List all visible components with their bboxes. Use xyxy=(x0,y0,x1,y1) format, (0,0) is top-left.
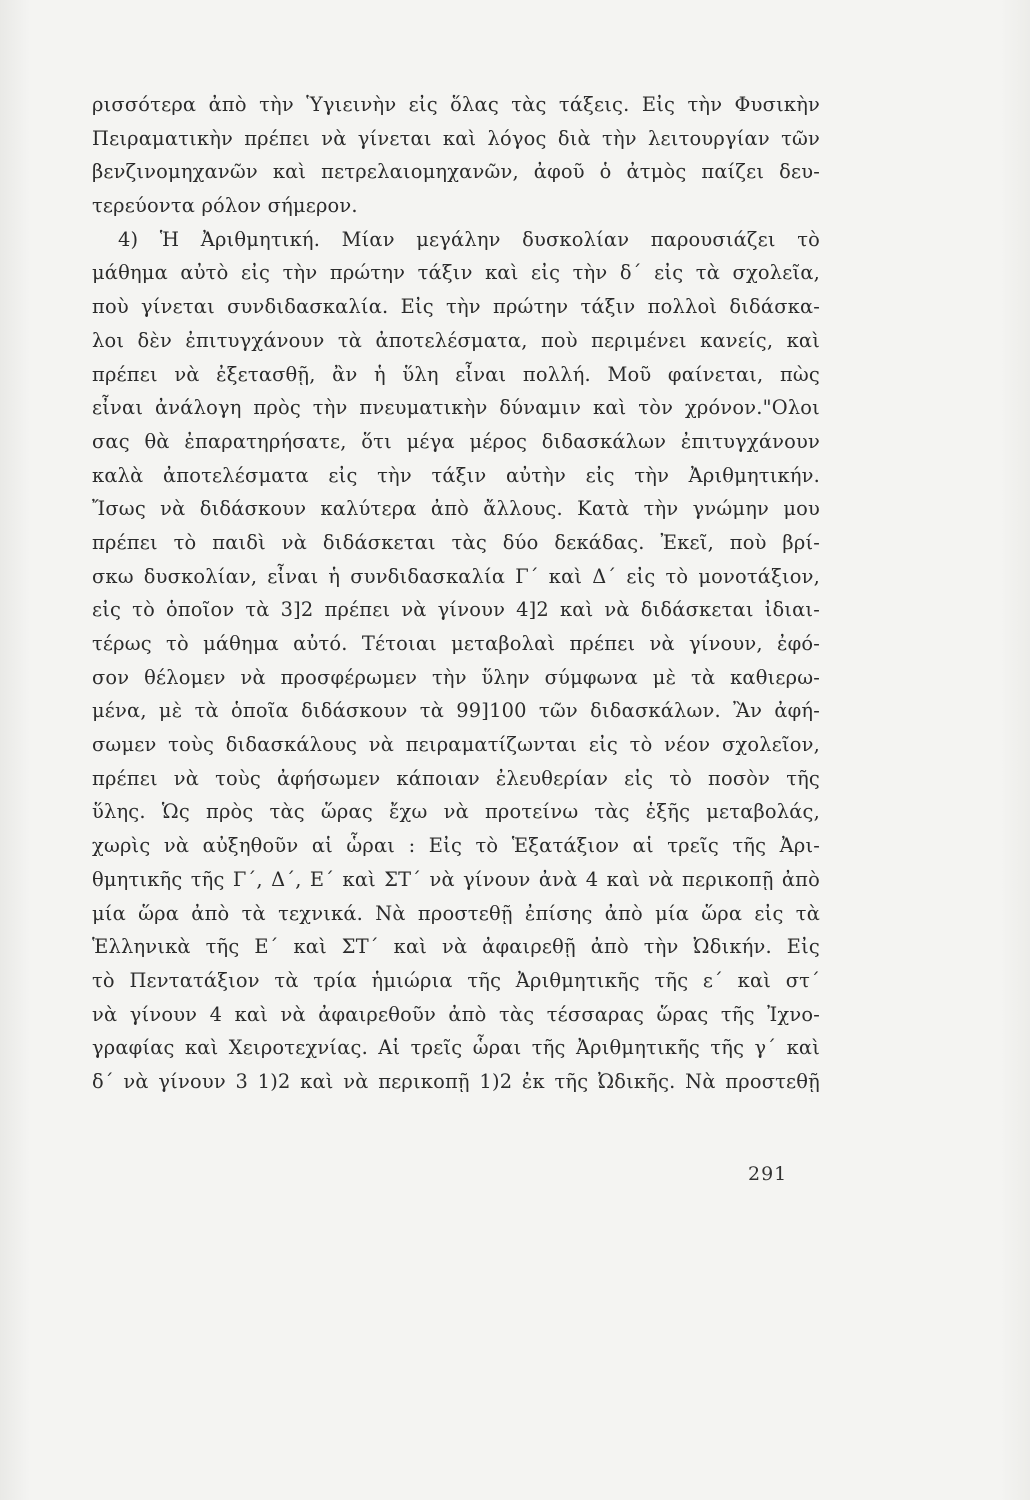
text-line: ποὺ γίνεται συνδιδασκαλία. Εἰς τὴν πρώτην τάξιν πολλοὶ διδάσκα- xyxy=(92,295,820,319)
text-line: σας θὰ ἐπαρατηρήσατε, ὅτι μέγα μέρος διδασκάλων ἐπιτυγχάνουν xyxy=(92,429,820,453)
text-line: βενζινομηχανῶν καὶ πετρελαιομηχανῶν, ἀφοῦ ὁ ἀτμὸς παίζει δευ- xyxy=(92,160,820,184)
text-line: μένα, μὲ τὰ ὁποῖα διδάσκουν τὰ 99]100 τῶν διδασκάλων. Ἂν ἀφή- xyxy=(92,699,820,723)
text-line: μία ὥρα ἀπὸ τὰ τεχνικά. Νὰ προστεθῇ ἐπίσης ἀπὸ μία ὥρα εἰς τὰ xyxy=(92,901,820,925)
text-line: σωμεν τοὺς διδασκάλους νὰ πειραματίζωνται εἰς τὸ νέον σχολεῖον, xyxy=(92,733,820,757)
text-line: νὰ γίνουν 4 καὶ νὰ ἀφαιρεθοῦν ἀπὸ τὰς τέσσαρας ὥρας τῆς Ἰχνο- xyxy=(92,1002,820,1026)
text-line: σκω δυσκολίαν, εἶναι ἡ συνδιδασκαλία Γ΄ καὶ Δ΄ εἰς τὸ μονοτάξιον, xyxy=(92,564,820,588)
text-line: τερεύοντα ρόλον σήμερον. xyxy=(92,194,358,218)
text-line: Ἑλληνικὰ τῆς Ε΄ καὶ ΣΤ΄ καὶ νὰ ἀφαιρεθῇ ἀπὸ τὴν Ὠδικήν. Εἰς xyxy=(92,935,820,959)
text-line: Ἴσως νὰ διδάσκουν καλύτερα ἀπὸ ἄλλους. Κατὰ τὴν γνώμην μου xyxy=(92,497,820,521)
text-line: 4) Ἡ Ἀριθμητική. Μίαν μεγάλην δυσκολίαν παρουσιάζει τὸ xyxy=(118,227,820,251)
text-line: γραφίας καὶ Χειροτεχνίας. Αἱ τρεῖς ὧραι τῆς Ἀριθμητικῆς τῆς γ΄ καὶ xyxy=(92,1036,820,1060)
body-text xyxy=(92,88,820,1099)
text-line: καλὰ ἀποτελέσματα εἰς τὴν τάξιν αὐτὴν εἰς τὴν Ἀριθμητικήν. xyxy=(92,463,820,487)
text-line: ὕλης. Ὡς πρὸς τὰς ὥρας ἔχω νὰ προτείνω τὰς ἑξῆς μεταβολάς, xyxy=(92,800,820,824)
text-line: σον θέλομεν νὰ προσφέρωμεν τὴν ὕλην σύμφωνα μὲ τὰ καθιερω- xyxy=(92,665,820,689)
text-line: μάθημα αὐτὸ εἰς τὴν πρώτην τάξιν καὶ εἰς τὴν δ΄ εἰς τὰ σχολεῖα, xyxy=(92,261,820,285)
text-line: χωρὶς νὰ αὐξηθοῦν αἱ ὧραι : Εἰς τὸ Ἑξατάξιον αἱ τρεῖς τῆς Ἀρι- xyxy=(92,834,820,858)
text-line: δ΄ νὰ γίνουν 3 1)2 καὶ νὰ περικοπῇ 1)2 ἐκ τῆς Ὠδικῆς. Νὰ προστεθῇ xyxy=(92,1069,820,1093)
text-line: πρέπει νὰ ἐξετασθῇ, ἂν ἡ ὕλη εἶναι πολλή. Μοῦ φαίνεται, πὼς xyxy=(92,362,820,386)
text-line: Πειραματικὴν πρέπει νὰ γίνεται καὶ λόγος διὰ τὴν λειτουργίαν τῶν xyxy=(92,126,820,150)
text-line: πρέπει νὰ τοὺς ἀφήσωμεν κάποιαν ἐλευθερίαν εἰς τὸ ποσὸν τῆς xyxy=(92,766,820,790)
text-line: πρέπει τὸ παιδὶ νὰ διδάσκεται τὰς δύο δεκάδας. Ἐκεῖ, ποὺ βρί- xyxy=(92,530,820,554)
text-line: θμητικῆς τῆς Γ΄, Δ΄, Ε΄ καὶ ΣΤ΄ νὰ γίνουν ἀνὰ 4 καὶ νὰ περικοπῇ ἀπὸ xyxy=(92,867,820,891)
text-line: τὸ Πεντατάξιον τὰ τρία ἡμιώρια τῆς Ἀριθμητικῆς τῆς ε΄ καὶ στ΄ xyxy=(92,968,820,992)
text-line: τέρως τὸ μάθημα αὐτό. Τέτοιαι μεταβολαὶ πρέπει νὰ γίνουν, ἐφό- xyxy=(92,632,820,655)
page-number: 291 xyxy=(748,1163,788,1185)
text-line: εἰς τὸ ὁποῖον τὰ 3]2 πρέπει νὰ γίνουν 4]2 καὶ νὰ διδάσκεται ἰδιαι- xyxy=(92,598,820,622)
text-line: λοι δὲν ἐπιτυγχάνουν τὰ ἀποτελέσματα, ποὺ περιμένει κανείς, καὶ xyxy=(92,328,820,352)
text-line: εἶναι ἀνάλογη πρὸς τὴν πνευματικὴν δύναμιν καὶ τὸν χρόνον."Ολοι xyxy=(92,396,820,420)
text-line: ρισσότερα ἀπὸ τὴν Ὑγιεινὴν εἰς ὅλας τὰς τάξεις. Εἰς τὴν Φυσικὴν xyxy=(92,93,820,116)
